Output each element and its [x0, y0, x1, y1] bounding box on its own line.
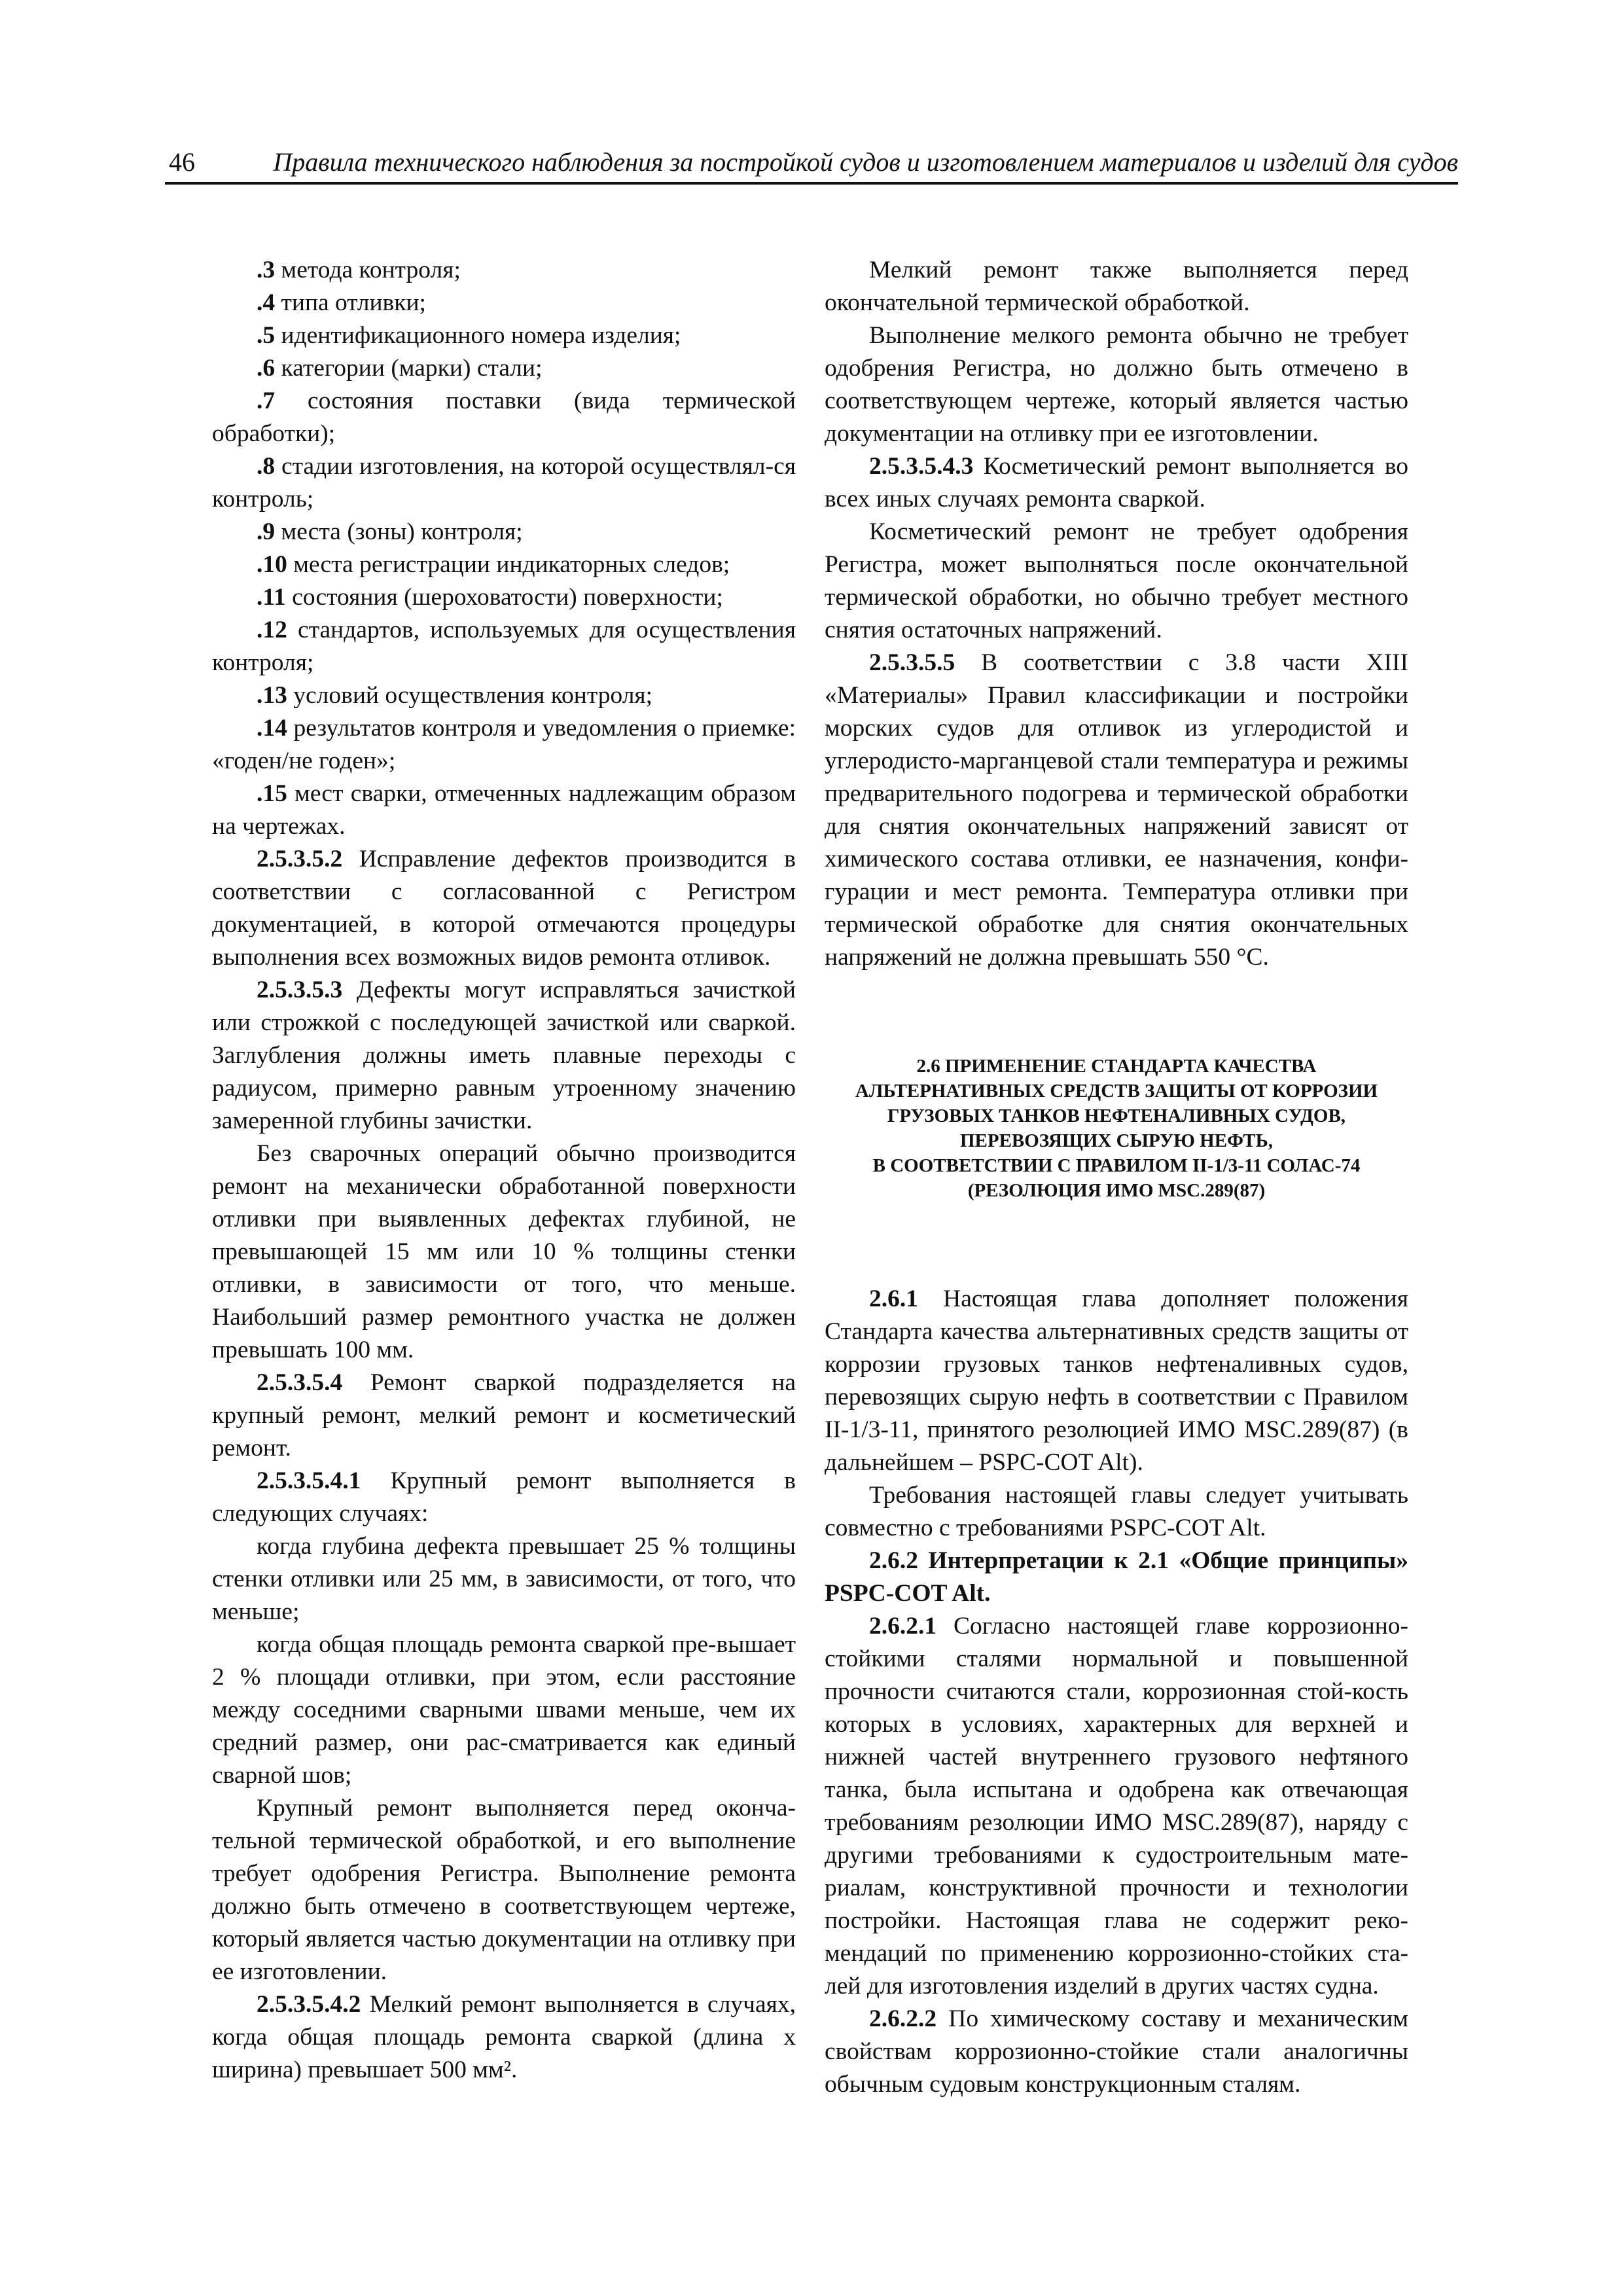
paragraph-text: Мелкий ремонт выполняется в случаях, когда общая площадь ремонта сваркой (длина х ширина) превышает 500 мм². — [212, 1991, 796, 2083]
paragraph — [212, 352, 796, 385]
right-column — [825, 254, 1408, 2101]
clause-number: 2.5.3.5.4.1 — [257, 1467, 361, 1494]
paragraph-text: Косметический ремонт выполняется во всех иных случаях ремонта сваркой. — [825, 453, 1408, 512]
paragraph — [825, 319, 1408, 450]
clause-number: .8 — [257, 453, 276, 480]
clause-number: 2.6.2 Интерпретации к 2.1 «Общие принципы» PSPC-COT Alt. — [825, 1547, 1408, 1607]
paragraph-text: типа отливки; — [275, 289, 426, 316]
paragraph — [212, 712, 796, 778]
paragraph-text: Без сварочных операций обычно производится ремонт на механически обработанной поверхности отливки при выявленных дефектах глубиной, не превышающей 15 мм или 10 % толщины стенки отливки, в зависимости от того, что меньше. Наибольший размер ремонтного участка не должен превышать 100 мм. — [212, 1140, 796, 1363]
paragraph-text: состояния (шероховатости) поверхности; — [285, 584, 723, 611]
clause-number: .3 — [257, 257, 276, 283]
paragraph-text: Согласно настоящей главе коррозионно-стойкими сталями нормальной и повышенной прочности считаются стали, коррозионная стой-кость которых в условиях, характерных для верхней и нижней частей внутреннего грузового нефтяного танка, была испытана и одобрена как отвечающая требованиям резолюции ИМО MSC.289(87), наряду с другими требованиями к судостроительным мате-риалам, конструктивной прочности и технологии постройки. Настоящая глава не содержит реко-мендаций по применению коррозионно-стойких ста-лей для изготовления изделий в других частях судна. — [825, 1613, 1408, 2000]
clause-number: 2.5.3.5.4 — [257, 1369, 343, 1396]
paragraph-text: стадии изготовления, на которой осуществлял-ся контроль; — [212, 453, 796, 512]
clause-number: .4 — [257, 289, 276, 316]
clause-number: .6 — [257, 355, 276, 382]
paragraph — [212, 319, 796, 352]
paragraph — [825, 1479, 1408, 1545]
paragraph-text: когда общая площадь ремонта сваркой пре-вышает 2 % площади отливки, при этом, если расстояние между соседними сварными швами меньше, чем их средний размер, они рас-сматривается как единый сварной шов; — [212, 1631, 796, 1789]
section-heading-line: АЛЬТЕРНАТИВНЫХ СРЕДСТВ ЗАЩИТЫ ОТ КОРРОЗИИ — [855, 1081, 1378, 1102]
clause-number: .12 — [257, 617, 287, 643]
paragraph — [825, 516, 1408, 647]
paragraph-text: когда глубина дефекта превышает 25 % толщины стенки отливки или 25 мм, в зависимости, от того, что меньше; — [212, 1533, 796, 1625]
right-column-top — [825, 254, 1408, 974]
paragraph-text: Крупный ремонт выполняется перед оконча-тельной термической обработкой, и его выполнение требует одобрения Регистра. Выполнение ремонта должно быть отмечено в соответствующем чертеже, который является частью документации на отливку при ее изготовлении. — [212, 1795, 796, 1985]
paragraph — [212, 1628, 796, 1792]
clause-number: 2.5.3.5.2 — [257, 846, 343, 872]
clause-number: 2.5.3.5.3 — [257, 977, 343, 1003]
page-number: 46 — [169, 147, 195, 177]
running-title: Правила технического наблюдения за постройкой судов и изготовлением материалов и изделий для судов — [273, 147, 1458, 177]
paragraph-text: мест сварки, отмеченных надлежащим образом на чертежах. — [212, 780, 796, 840]
paragraph-text: состояния поставки (вида термической обработки); — [212, 387, 796, 447]
paragraph-text: Требования настоящей главы следует учитывать совместно с требованиями PSPC-COT Alt. — [825, 1482, 1408, 1541]
paragraph-text: результатов контроля и уведомления о приемке: «годен/не годен»; — [212, 715, 796, 774]
paragraph — [825, 2003, 1408, 2101]
paragraph-text: Дефекты могут исправляться зачисткой или строжкой с последующей зачисткой или сваркой. Заглубления должны иметь плавные переходы с радиусом, примерно равным утроенному значению замеренной глубины зачистки. — [212, 977, 796, 1134]
paragraph — [212, 287, 796, 319]
paragraph — [825, 1610, 1408, 2003]
page-header — [165, 143, 1458, 185]
section-heading-line: ПЕРЕВОЗЯЩИХ СЫРУЮ НЕФТЬ, — [959, 1130, 1274, 1151]
paragraph-text: условий осуществления контроля; — [287, 682, 653, 709]
clause-number: .7 — [257, 387, 276, 414]
clause-number: .9 — [257, 518, 276, 545]
paragraph — [825, 1283, 1408, 1479]
section-heading-line: (РЕЗОЛЮЦИЯ ИМО MSC.289(87) — [967, 1180, 1266, 1201]
right-column-bottom — [825, 1283, 1408, 2101]
paragraph — [212, 385, 796, 450]
clause-number: .11 — [257, 584, 286, 611]
clause-number: 2.6.1 — [869, 1285, 918, 1312]
left-column — [212, 254, 796, 2087]
paragraph — [212, 516, 796, 548]
paragraph — [212, 1530, 796, 1628]
clause-number: 2.6.2.2 — [869, 2005, 937, 2032]
paragraph — [825, 647, 1408, 974]
paragraph — [212, 974, 796, 1138]
clause-number: 2.5.3.5.4.2 — [257, 1991, 361, 2018]
paragraph — [212, 1988, 796, 2087]
clause-number: .10 — [257, 551, 287, 578]
paragraph — [212, 1792, 796, 1988]
paragraph — [825, 1545, 1408, 1610]
section-heading-line: ГРУЗОВЫХ ТАНКОВ НЕФТЕНАЛИВНЫХ СУДОВ, — [887, 1105, 1346, 1126]
paragraph-text: Мелкий ремонт также выполняется перед окончательной термической обработкой. — [825, 257, 1408, 316]
paragraph-text: стандартов, используемых для осуществления контроля; — [212, 617, 796, 676]
paragraph-text: метода контроля; — [275, 257, 461, 283]
paragraph-text: Ремонт сваркой подразделяется на крупный ремонт, мелкий ремонт и косметический ремонт. — [212, 1369, 796, 1462]
paragraph-text: Косметический ремонт не требует одобрения Регистра, может выполняться после окончательной термической обработки, но обычно требует местного снятия остаточных напряжений. — [825, 518, 1408, 643]
paragraph — [212, 581, 796, 614]
paragraph — [212, 1367, 796, 1465]
clause-number: .15 — [257, 780, 287, 807]
paragraph — [212, 679, 796, 712]
paragraph-text: В соответствии с 3.8 части XIII «Материалы» Правил классификации и постройки морских судов для отливок из углеродистой и углеродисто-марганцевой стали температура и режимы предварительного подогрева и термической обработки для снятия окончательных напряжений зависят от химического состава отливки, ее назначения, конфи-гурации и мест ремонта. Температура отливки при термической обработке для снятия окончательных напряжений не должна превышать 550 °С. — [825, 649, 1408, 971]
clause-number: .14 — [257, 715, 287, 742]
paragraph — [825, 450, 1408, 516]
clause-number: .13 — [257, 682, 287, 709]
section-heading — [825, 1054, 1408, 1203]
paragraph-text: идентификационного номера изделия; — [275, 322, 681, 349]
paragraph-text: Выполнение мелкого ремонта обычно не требует одобрения Регистра, но должно быть отмечено в соответствующем чертеже, который является частью документации на отливку при ее изготовлении. — [825, 322, 1408, 447]
section-heading-line: В СООТВЕТСТВИИ С ПРАВИЛОМ II-1/3-11 СОЛАС-74 — [872, 1155, 1361, 1176]
paragraph — [212, 548, 796, 581]
paragraph — [212, 254, 796, 287]
paragraph — [212, 1138, 796, 1367]
clause-number: .5 — [257, 322, 276, 349]
section-heading-line: 2.6 ПРИМЕНЕНИЕ СТАНДАРТА КАЧЕСТВА — [916, 1056, 1317, 1077]
clause-number: 2.5.3.5.4.3 — [869, 453, 974, 480]
paragraph-text: Настоящая глава дополняет положения Стандарта качества альтернативных средств защиты от коррозии грузовых танков нефтеналивных судов, перевозящих сырую нефть в соответствии с Правилом II-1/3-11, принятого резолюцией ИМО MSC.289(87) (в дальнейшем – PSPC-COT Alt). — [825, 1285, 1408, 1476]
paragraph — [212, 778, 796, 843]
paragraph — [212, 1465, 796, 1530]
clause-number: 2.5.3.5.5 — [869, 649, 955, 676]
paragraph-text: Крупный ремонт выполняется в следующих случаях: — [212, 1467, 796, 1527]
paragraph-text: места (зоны) контроля; — [275, 518, 523, 545]
paragraph — [212, 843, 796, 974]
paragraph — [825, 254, 1408, 319]
paragraph-text: места регистрации индикаторных следов; — [287, 551, 730, 578]
paragraph-text: категории (марки) стали; — [275, 355, 543, 382]
clause-number: 2.6.2.1 — [869, 1613, 937, 1640]
paragraph-text: По химическому составу и механическим свойствам коррозионно-стойкие стали аналогичны обычным судовым конструкционным сталям. — [825, 2005, 1408, 2098]
paragraph — [212, 450, 796, 516]
paragraph-text: Исправление дефектов производится в соответствии с согласованной с Регистром документацией, в которой отмечаются процедуры выполнения всех возможных видов ремонта отливок. — [212, 846, 796, 971]
paragraph — [212, 614, 796, 679]
